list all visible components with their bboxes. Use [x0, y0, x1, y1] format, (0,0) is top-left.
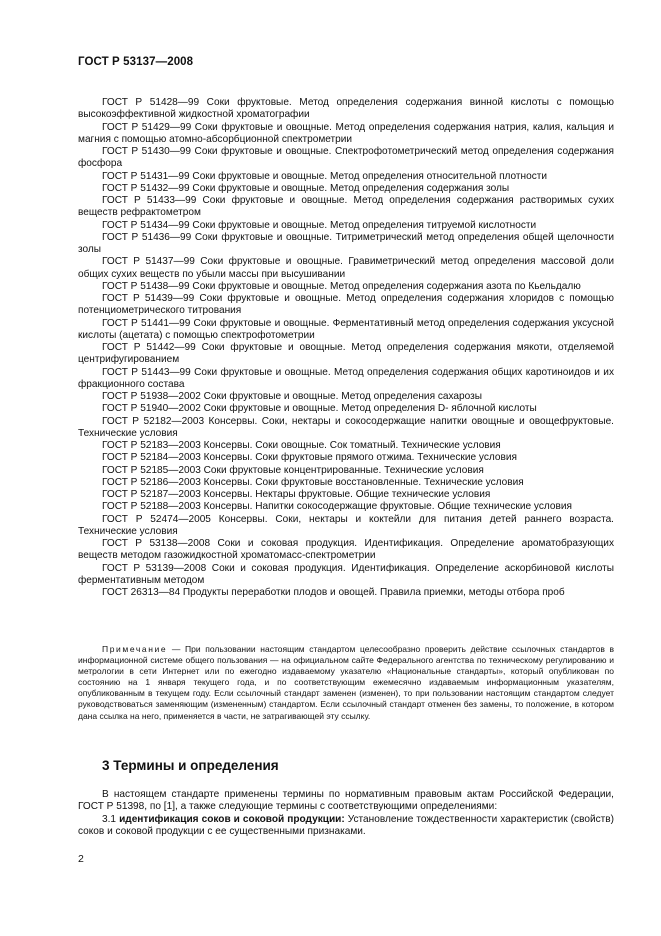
reference-item: ГОСТ 26313—84 Продукты переработки плодов и овощей. Правила приемки, методы отбора проб: [102, 587, 565, 598]
reference-item: ГОСТ Р 51428—99 Соки фруктовые. Метод определения содержания винной кислоты с помощью высокоэффективной жидкостной хроматографии: [78, 97, 614, 121]
term-definition-paragraph: [78, 814, 614, 839]
reference-item: ГОСТ Р 51439—99 Соки фруктовые и овощные. Метод определения содержания хлоридов с помощью потенциометрического титрования: [78, 293, 614, 317]
term-number: 3.1: [102, 813, 117, 825]
note-label: Примечание: [102, 644, 168, 654]
reference-item: ГОСТ Р 52474—2005 Консервы. Соки, нектары и коктейли для питания детей раннего возраста. Технические условия: [78, 513, 614, 537]
page-number: 2: [78, 853, 84, 865]
normative-references-list: [78, 97, 614, 599]
reference-item: ГОСТ Р 53139—2008 Соки и соковая продукция. Идентификация. Определение аскорбиновой кислоты ферментативным методом: [78, 562, 614, 586]
reference-item: ГОСТ Р 51436—99 Соки фруктовые и овощные. Титриметрический метод определения общей щелочности золы: [78, 231, 614, 255]
reference-item: ГОСТ Р 51441—99 Соки фруктовые и овощные. Ферментативный метод определения содержания уксусной кислоты (ацетата) с помощью спектрофотометрии: [78, 317, 614, 341]
section-title: 3 Термины и определения: [102, 758, 279, 773]
reference-item: ГОСТ Р 52182—2003 Консервы. Соки, нектары и сокосодержащие напитки овощные и овощефруктовые. Технические условия: [78, 415, 614, 439]
reference-item: ГОСТ Р 52184—2003 Консервы. Соки фруктовые прямого отжима. Технические условия: [102, 452, 517, 464]
reference-item: ГОСТ Р 51432—99 Соки фруктовые и овощные. Метод определения содержания золы: [102, 182, 510, 194]
reference-item: ГОСТ Р 51433—99 Соки фруктовые и овощные. Метод определения содержания растворимых сухих веществ рефрактометром: [78, 195, 614, 219]
reference-item: ГОСТ Р 51434—99 Соки фруктовые и овощные. Метод определения титруемой кислотности: [102, 219, 537, 231]
reference-item: ГОСТ Р 51940—2002 Соки фруктовые и овощные. Метод определения D- яблочной кислоты: [102, 403, 537, 415]
section-body: [78, 789, 614, 838]
term-definition: Установление тождественности характеристик (свойств) соков и соковой продукции с ее существенными признаками.: [78, 813, 614, 837]
note-text: При пользовании настоящим стандартом целесообразно проверить действие ссылочных стандартов в информационной системе общего пользования — на официальном сайте Федерального агентства по техническому регулированию и метрологии в сети Интернет или по ежегодно издаваемому указателю «Национальные стандарты», который опубликован по состоянию на 1 января текущего года, и по соответствующим ежемесячно издаваемым информационным указателям, опубликованным в текущем году. Если ссылочный стандарт заменен (изменен), то при пользовании настоящим стандартом следует руководствоваться заменяющим (измененным) стандартом. Если ссылочный стандарт отменен без замены, то положение, в котором дана ссылка на него, применяется в части, не затрагивающей эту ссылку.: [78, 644, 614, 721]
reference-item: ГОСТ Р 52188—2003 Консервы. Напитки сокосодержащие фруктовые. Общие технические условия: [102, 501, 572, 513]
reference-item: ГОСТ Р 51430—99 Соки фруктовые и овощные. Спектрофотометрический метод определения содержания фосфора: [78, 146, 614, 170]
term-name: идентификация соков и соковой продукции:: [119, 813, 345, 825]
reference-item: ГОСТ Р 52186—2003 Консервы. Соки фруктовые восстановленные. Технические условия: [102, 476, 524, 488]
section-intro: В настоящем стандарте применены термины по нормативным правовым актам Российской Федерации, ГОСТ Р 51398, по [1], а также следующие термины с соответствующими определениями:: [78, 789, 614, 813]
reference-item: ГОСТ Р 52185—2003 Соки фруктовые концентрированные. Технические условия: [102, 464, 484, 476]
reference-item: ГОСТ Р 53138—2008 Соки и соковая продукция. Идентификация. Определение ароматобразующих веществ методом газожидкостной хроматомасс-спектрометрии: [78, 538, 614, 562]
reference-item: ГОСТ Р 51431—99 Соки фруктовые и овощные. Метод определения относительной плотности: [102, 170, 548, 182]
reference-item: ГОСТ Р 51442—99 Соки фруктовые и овощные. Метод определения содержания мякоти, отделяемой центрифугированием: [78, 342, 614, 366]
reference-item: ГОСТ Р 51437—99 Соки фруктовые и овощные. Гравиметрический метод определения массовой доли общих сухих веществ по убыли массы при высушивании: [78, 256, 614, 280]
reference-item: ГОСТ Р 51938—2002 Соки фруктовые и овощные. Метод определения сахарозы: [102, 391, 483, 402]
note-block: Примечание — При пользовании настоящим стандартом целесообразно проверить действие ссылочных стандартов в информационной системе общего пользования — на официальном сайте Федерального агентства по техническому регулированию и метрологии в сети Интернет или по ежегодно издаваемому указателю «Национальные стандарты», который опубликован по состоянию на 1 января текущего года, и по соответствующим ежемесячно издаваемым информационным указателям, опубликованным в текущем году. Если ссылочный стандарт заменен (изменен), то при пользовании настоящим стандартом следует руководствоваться заменяющим (измененным) стандартом. Если ссылочный стандарт отменен без замены, то положение, в котором дана ссылка на него, применяется в части, не затрагивающей эту ссылку.: [78, 644, 614, 721]
reference-item: ГОСТ Р 52187—2003 Консервы. Нектары фруктовые. Общие технические условия: [102, 489, 491, 500]
reference-item: ГОСТ Р 51429—99 Соки фруктовые и овощные. Метод определения содержания натрия, калия, кальция и магния с помощью атомно-абсорбционной спектрометрии: [78, 121, 614, 145]
reference-item: ГОСТ Р 51443—99 Соки фруктовые и овощные. Метод определения содержания общих каротиноидов и их фракционного состава: [78, 366, 614, 390]
reference-item: ГОСТ Р 51438—99 Соки фруктовые и овощные. Метод определения содержания азота по Кьельдалю: [102, 280, 581, 292]
reference-item: ГОСТ Р 52183—2003 Консервы. Соки овощные. Сок томатный. Технические условия: [102, 440, 501, 451]
document-header: ГОСТ Р 53137—2008: [78, 56, 194, 68]
